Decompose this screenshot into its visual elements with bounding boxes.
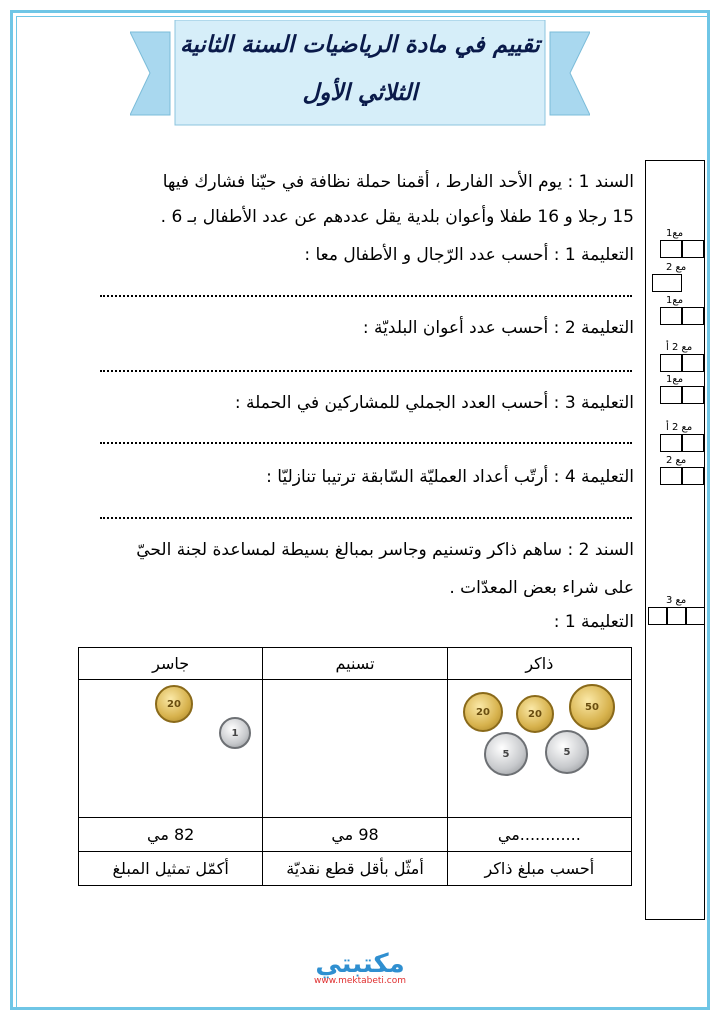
task-tasnim: أمثّل بأقل قطع نقديّة (263, 852, 447, 886)
header-zaker: ذاكر (447, 648, 631, 680)
question-4: التعليمة 4 : أرتّب أعداد العمليّة السّابقة ترتيبا تنازليّا : (266, 467, 634, 487)
score-box[interactable] (660, 307, 682, 325)
score-label: مع 2 (666, 262, 687, 273)
score-box[interactable] (682, 354, 704, 372)
score-box[interactable] (686, 607, 705, 625)
page-title: تقييم في مادة الرياضيات السنة الثانية (180, 32, 540, 58)
coin-20-icon: 20 (155, 685, 193, 723)
logo-url: www.mektabeti.com (313, 976, 407, 986)
header-tasnim: تسنيم (263, 648, 447, 680)
score-box[interactable] (682, 307, 704, 325)
task-zaker: أحسب مبلغ ذاكر (447, 852, 631, 886)
sanad2-question-1: التعليمة 1 : (553, 612, 634, 632)
sanad2-line1: السند 2 : ساهم ذاكر وتسنيم وجاسر بمبالغ بسيطة لمساعدة لجنة الحيّ (136, 540, 634, 560)
score-label: مع 2 (666, 455, 687, 466)
score-box[interactable] (648, 607, 667, 625)
score-label: مع1 (666, 228, 684, 239)
score-label: مع1 (666, 374, 684, 385)
amount-tasnim: 98 مي (263, 818, 447, 852)
coins-cell-tasnim[interactable] (263, 680, 447, 818)
score-box[interactable] (682, 434, 704, 452)
score-label: مع1 (666, 295, 684, 306)
amount-zaker[interactable]: ............مي (447, 818, 631, 852)
score-box[interactable] (660, 467, 682, 485)
coin-50-icon: 50 (569, 684, 615, 730)
answer-line-2[interactable] (100, 370, 632, 372)
coin-5-icon: 5 (484, 732, 528, 776)
score-box[interactable] (667, 607, 686, 625)
answer-line-4[interactable] (100, 517, 632, 519)
task-jasser: أكمّل تمثيل المبلغ (79, 852, 263, 886)
coin-20-icon: 20 (516, 695, 554, 733)
sanad1-line1: السند 1 : يوم الأحد الفارط ، أقمنا حملة نظافة في حيّنا فشارك فيها (162, 172, 634, 192)
score-box[interactable] (660, 240, 682, 258)
question-2: التعليمة 2 : أحسب عدد أعوان البلديّة : (362, 318, 634, 338)
score-label: مع 2 أ (666, 342, 693, 353)
score-box[interactable] (660, 386, 682, 404)
amount-jasser: 82 مي (79, 818, 263, 852)
score-box[interactable] (652, 274, 682, 292)
score-box[interactable] (660, 354, 682, 372)
sanad2-line2: على شراء بعض المعدّات . (449, 578, 634, 598)
question-1: التعليمة 1 : أحسب عدد الرّجال و الأطفال معا : (304, 245, 634, 265)
answer-line-3[interactable] (100, 442, 632, 444)
score-box[interactable] (682, 467, 704, 485)
score-box[interactable] (682, 386, 704, 404)
score-label: مع 2 أ (666, 422, 693, 433)
score-box[interactable] (660, 434, 682, 452)
question-3: التعليمة 3 : أحسب العدد الجملي للمشاركين في الحملة : (234, 393, 634, 413)
logo-text: مكتبتي (315, 949, 405, 979)
answer-line-1[interactable] (100, 295, 632, 297)
coin-1-icon: 1 (219, 717, 251, 749)
coins-table (78, 647, 632, 886)
coin-5-icon: 5 (545, 730, 589, 774)
coin-20-icon: 20 (463, 692, 503, 732)
page-subtitle: الثلاثي الأول (302, 80, 418, 106)
score-box[interactable] (682, 240, 704, 258)
sanad1-line2: 15 رجلا و 16 طفلا وأعوان بلدية يقل عددهم عن عدد الأطفال بـ 6 . (160, 207, 634, 227)
score-label: مع 3 (666, 595, 687, 606)
header-jasser: جاسر (79, 648, 263, 680)
footer-logo (260, 950, 460, 995)
